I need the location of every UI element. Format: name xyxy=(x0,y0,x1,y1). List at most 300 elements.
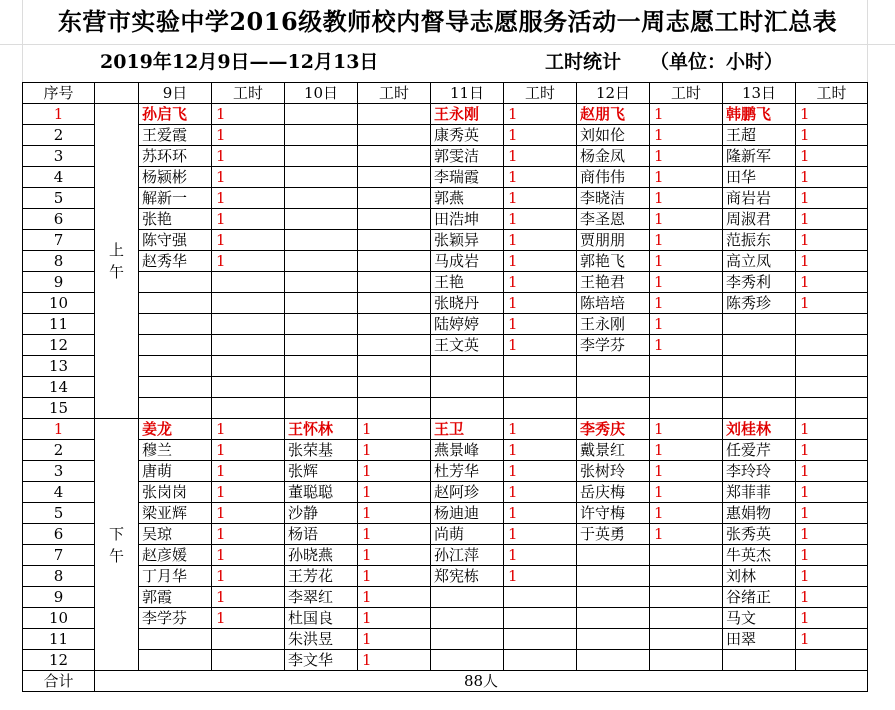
hours-cell[interactable] xyxy=(212,650,285,671)
hours-cell[interactable] xyxy=(212,335,285,356)
teacher-name-cell[interactable]: 马文 xyxy=(723,608,796,629)
hours-cell[interactable] xyxy=(650,608,723,629)
teacher-name-cell[interactable] xyxy=(285,335,358,356)
teacher-name-cell[interactable]: 王芳花 xyxy=(285,566,358,587)
row-seq[interactable]: 10 xyxy=(23,608,95,629)
row-seq[interactable]: 9 xyxy=(23,272,95,293)
hours-cell[interactable]: 1 xyxy=(504,440,577,461)
hours-cell[interactable]: 1 xyxy=(796,461,868,482)
hours-cell[interactable]: 1 xyxy=(504,314,577,335)
hours-cell[interactable]: 1 xyxy=(504,545,577,566)
row-seq[interactable]: 4 xyxy=(23,167,95,188)
hours-cell[interactable]: 1 xyxy=(650,503,723,524)
teacher-name-cell[interactable] xyxy=(723,377,796,398)
row-seq[interactable]: 6 xyxy=(23,524,95,545)
hours-cell[interactable]: 1 xyxy=(212,440,285,461)
header-day-9[interactable]: 9日 xyxy=(139,83,212,104)
row-seq[interactable]: 2 xyxy=(23,125,95,146)
hours-cell[interactable] xyxy=(358,209,431,230)
hours-cell[interactable] xyxy=(358,125,431,146)
hours-cell[interactable]: 1 xyxy=(358,482,431,503)
hours-cell[interactable] xyxy=(504,650,577,671)
teacher-name-cell[interactable] xyxy=(431,377,504,398)
hours-cell[interactable]: 1 xyxy=(796,167,868,188)
teacher-name-cell[interactable] xyxy=(285,251,358,272)
total-label[interactable]: 合计 xyxy=(23,671,95,692)
row-seq[interactable]: 6 xyxy=(23,209,95,230)
teacher-name-cell[interactable] xyxy=(285,209,358,230)
hours-cell[interactable] xyxy=(650,650,723,671)
hours-cell[interactable]: 1 xyxy=(504,251,577,272)
hours-cell[interactable] xyxy=(504,587,577,608)
row-seq[interactable]: 11 xyxy=(23,629,95,650)
hours-cell[interactable]: 1 xyxy=(796,104,868,125)
hours-cell[interactable]: 1 xyxy=(212,251,285,272)
teacher-name-cell[interactable] xyxy=(285,167,358,188)
hours-cell[interactable] xyxy=(650,377,723,398)
teacher-name-cell[interactable]: 刘如伦 xyxy=(577,125,650,146)
teacher-name-cell[interactable] xyxy=(285,293,358,314)
teacher-name-cell[interactable] xyxy=(139,356,212,377)
hours-cell[interactable]: 1 xyxy=(358,461,431,482)
teacher-name-cell[interactable] xyxy=(723,335,796,356)
teacher-name-cell[interactable] xyxy=(723,650,796,671)
teacher-name-cell[interactable]: 郭艳飞 xyxy=(577,251,650,272)
teacher-name-cell[interactable] xyxy=(577,545,650,566)
hours-cell[interactable]: 1 xyxy=(212,503,285,524)
teacher-name-cell[interactable]: 王文英 xyxy=(431,335,504,356)
teacher-name-cell[interactable]: 陈秀珍 xyxy=(723,293,796,314)
teacher-name-cell[interactable]: 董聪聪 xyxy=(285,482,358,503)
teacher-name-cell[interactable]: 杜芳华 xyxy=(431,461,504,482)
hours-cell[interactable]: 1 xyxy=(796,419,868,440)
teacher-name-cell[interactable]: 田浩坤 xyxy=(431,209,504,230)
hours-cell[interactable] xyxy=(650,398,723,419)
hours-cell[interactable]: 1 xyxy=(650,167,723,188)
hours-cell[interactable]: 1 xyxy=(212,188,285,209)
hours-cell[interactable]: 1 xyxy=(212,566,285,587)
row-seq[interactable]: 3 xyxy=(23,461,95,482)
hours-cell[interactable]: 1 xyxy=(796,146,868,167)
hours-cell[interactable]: 1 xyxy=(504,125,577,146)
hours-cell[interactable] xyxy=(504,356,577,377)
teacher-name-cell[interactable] xyxy=(285,377,358,398)
teacher-name-cell[interactable]: 陈培培 xyxy=(577,293,650,314)
teacher-name-cell[interactable]: 张艳 xyxy=(139,209,212,230)
teacher-name-cell[interactable]: 谷绪正 xyxy=(723,587,796,608)
teacher-name-cell[interactable]: 郭燕 xyxy=(431,188,504,209)
hours-cell[interactable] xyxy=(796,650,868,671)
teacher-name-cell[interactable]: 王艳君 xyxy=(577,272,650,293)
teacher-name-cell[interactable]: 任爱芹 xyxy=(723,440,796,461)
teacher-name-cell[interactable] xyxy=(577,377,650,398)
teacher-name-cell[interactable]: 戴景红 xyxy=(577,440,650,461)
teacher-name-cell[interactable]: 杨金凤 xyxy=(577,146,650,167)
hours-cell[interactable]: 1 xyxy=(504,209,577,230)
teacher-name-cell[interactable]: 李学芬 xyxy=(577,335,650,356)
teacher-name-cell[interactable] xyxy=(285,230,358,251)
teacher-name-cell[interactable]: 康秀英 xyxy=(431,125,504,146)
hours-cell[interactable]: 1 xyxy=(504,188,577,209)
teacher-name-cell[interactable]: 朱洪昱 xyxy=(285,629,358,650)
teacher-name-cell[interactable]: 王怀林 xyxy=(285,419,358,440)
hours-cell[interactable] xyxy=(358,167,431,188)
teacher-name-cell[interactable]: 解新一 xyxy=(139,188,212,209)
hours-cell[interactable]: 1 xyxy=(650,440,723,461)
hours-cell[interactable]: 1 xyxy=(796,125,868,146)
teacher-name-cell[interactable] xyxy=(285,125,358,146)
teacher-name-cell[interactable] xyxy=(723,356,796,377)
hours-cell[interactable]: 1 xyxy=(504,104,577,125)
teacher-name-cell[interactable]: 马成岩 xyxy=(431,251,504,272)
hours-cell[interactable]: 1 xyxy=(796,545,868,566)
hours-cell[interactable] xyxy=(358,230,431,251)
teacher-name-cell[interactable] xyxy=(285,188,358,209)
hours-cell[interactable]: 1 xyxy=(796,524,868,545)
hours-cell[interactable]: 1 xyxy=(796,440,868,461)
hours-cell[interactable] xyxy=(358,314,431,335)
teacher-name-cell[interactable] xyxy=(577,356,650,377)
teacher-name-cell[interactable]: 尚萌 xyxy=(431,524,504,545)
hours-cell[interactable]: 1 xyxy=(796,587,868,608)
teacher-name-cell[interactable]: 王永刚 xyxy=(577,314,650,335)
teacher-name-cell[interactable] xyxy=(431,398,504,419)
row-seq[interactable]: 1 xyxy=(23,104,95,125)
hours-cell[interactable]: 1 xyxy=(358,629,431,650)
teacher-name-cell[interactable]: 李秀庆 xyxy=(577,419,650,440)
teacher-name-cell[interactable]: 张树玲 xyxy=(577,461,650,482)
teacher-name-cell[interactable]: 田华 xyxy=(723,167,796,188)
hours-cell[interactable]: 1 xyxy=(212,230,285,251)
hours-cell[interactable] xyxy=(650,545,723,566)
hours-cell[interactable] xyxy=(358,398,431,419)
row-seq[interactable]: 9 xyxy=(23,587,95,608)
row-seq[interactable]: 7 xyxy=(23,545,95,566)
hours-cell[interactable]: 1 xyxy=(796,503,868,524)
teacher-name-cell[interactable]: 田翠 xyxy=(723,629,796,650)
teacher-name-cell[interactable]: 于英勇 xyxy=(577,524,650,545)
hours-cell[interactable] xyxy=(796,356,868,377)
teacher-name-cell[interactable]: 赵朋飞 xyxy=(577,104,650,125)
teacher-name-cell[interactable]: 孙江萍 xyxy=(431,545,504,566)
teacher-name-cell[interactable]: 陆婷婷 xyxy=(431,314,504,335)
header-period[interactable] xyxy=(95,83,139,104)
teacher-name-cell[interactable]: 张颖异 xyxy=(431,230,504,251)
row-seq[interactable]: 13 xyxy=(23,356,95,377)
teacher-name-cell[interactable] xyxy=(285,398,358,419)
row-seq[interactable]: 7 xyxy=(23,230,95,251)
teacher-name-cell[interactable] xyxy=(139,314,212,335)
hours-cell[interactable]: 1 xyxy=(212,125,285,146)
hours-cell[interactable]: 1 xyxy=(504,566,577,587)
hours-cell[interactable] xyxy=(358,293,431,314)
teacher-name-cell[interactable]: 王超 xyxy=(723,125,796,146)
hours-cell[interactable]: 1 xyxy=(504,293,577,314)
teacher-name-cell[interactable]: 贾朋朋 xyxy=(577,230,650,251)
row-seq[interactable]: 8 xyxy=(23,566,95,587)
teacher-name-cell[interactable]: 岳庆梅 xyxy=(577,482,650,503)
hours-cell[interactable] xyxy=(504,377,577,398)
hours-cell[interactable]: 1 xyxy=(504,230,577,251)
header-hours[interactable]: 工时 xyxy=(358,83,431,104)
teacher-name-cell[interactable]: 王爱霞 xyxy=(139,125,212,146)
header-hours[interactable]: 工时 xyxy=(212,83,285,104)
hours-cell[interactable]: 1 xyxy=(796,629,868,650)
hours-cell[interactable]: 1 xyxy=(650,188,723,209)
hours-cell[interactable]: 1 xyxy=(504,419,577,440)
teacher-name-cell[interactable] xyxy=(577,566,650,587)
row-seq[interactable]: 1 xyxy=(23,419,95,440)
hours-cell[interactable]: 1 xyxy=(504,146,577,167)
teacher-name-cell[interactable]: 赵秀华 xyxy=(139,251,212,272)
hours-cell[interactable] xyxy=(504,608,577,629)
hours-cell[interactable] xyxy=(650,566,723,587)
teacher-name-cell[interactable]: 韩鹏飞 xyxy=(723,104,796,125)
hours-cell[interactable]: 1 xyxy=(650,146,723,167)
teacher-name-cell[interactable]: 牛英杰 xyxy=(723,545,796,566)
hours-cell[interactable] xyxy=(212,629,285,650)
teacher-name-cell[interactable]: 王永刚 xyxy=(431,104,504,125)
teacher-name-cell[interactable]: 丁月华 xyxy=(139,566,212,587)
teacher-name-cell[interactable]: 姜龙 xyxy=(139,419,212,440)
hours-cell[interactable]: 1 xyxy=(796,272,868,293)
hours-cell[interactable]: 1 xyxy=(504,482,577,503)
hours-cell[interactable]: 1 xyxy=(212,587,285,608)
teacher-name-cell[interactable]: 郑菲菲 xyxy=(723,482,796,503)
teacher-name-cell[interactable]: 惠娟物 xyxy=(723,503,796,524)
row-seq[interactable]: 12 xyxy=(23,335,95,356)
teacher-name-cell[interactable] xyxy=(431,356,504,377)
hours-cell[interactable]: 1 xyxy=(650,209,723,230)
teacher-name-cell[interactable] xyxy=(431,587,504,608)
header-day-13[interactable]: 13日 xyxy=(723,83,796,104)
teacher-name-cell[interactable]: 张岗岗 xyxy=(139,482,212,503)
hours-cell[interactable]: 1 xyxy=(358,524,431,545)
teacher-name-cell[interactable]: 李翠红 xyxy=(285,587,358,608)
hours-cell[interactable] xyxy=(358,356,431,377)
hours-cell[interactable]: 1 xyxy=(212,482,285,503)
row-seq[interactable]: 10 xyxy=(23,293,95,314)
teacher-name-cell[interactable]: 商岩岩 xyxy=(723,188,796,209)
hours-cell[interactable] xyxy=(358,335,431,356)
hours-cell[interactable]: 1 xyxy=(212,545,285,566)
hours-cell[interactable]: 1 xyxy=(358,545,431,566)
teacher-name-cell[interactable] xyxy=(285,314,358,335)
hours-cell[interactable]: 1 xyxy=(504,524,577,545)
teacher-name-cell[interactable] xyxy=(577,629,650,650)
hours-cell[interactable] xyxy=(212,356,285,377)
hours-cell[interactable]: 1 xyxy=(212,524,285,545)
teacher-name-cell[interactable]: 杨颍彬 xyxy=(139,167,212,188)
teacher-name-cell[interactable] xyxy=(431,608,504,629)
teacher-name-cell[interactable]: 苏环环 xyxy=(139,146,212,167)
teacher-name-cell[interactable]: 李晓洁 xyxy=(577,188,650,209)
teacher-name-cell[interactable]: 梁亚辉 xyxy=(139,503,212,524)
hours-cell[interactable]: 1 xyxy=(650,461,723,482)
teacher-name-cell[interactable]: 张荣基 xyxy=(285,440,358,461)
teacher-name-cell[interactable]: 吴琼 xyxy=(139,524,212,545)
teacher-name-cell[interactable]: 王艳 xyxy=(431,272,504,293)
hours-cell[interactable]: 1 xyxy=(504,167,577,188)
hours-cell[interactable]: 1 xyxy=(212,209,285,230)
teacher-name-cell[interactable]: 孙启飞 xyxy=(139,104,212,125)
teacher-name-cell[interactable]: 郭霞 xyxy=(139,587,212,608)
teacher-name-cell[interactable]: 隆新军 xyxy=(723,146,796,167)
hours-cell[interactable] xyxy=(358,251,431,272)
teacher-name-cell[interactable]: 周淑君 xyxy=(723,209,796,230)
hours-cell[interactable]: 1 xyxy=(650,524,723,545)
hours-cell[interactable]: 1 xyxy=(504,503,577,524)
teacher-name-cell[interactable]: 郑宪栋 xyxy=(431,566,504,587)
teacher-name-cell[interactable] xyxy=(139,272,212,293)
hours-cell[interactable] xyxy=(504,398,577,419)
hours-cell[interactable] xyxy=(358,188,431,209)
hours-cell[interactable]: 1 xyxy=(796,251,868,272)
header-hours[interactable]: 工时 xyxy=(504,83,577,104)
hours-cell[interactable]: 1 xyxy=(650,230,723,251)
teacher-name-cell[interactable] xyxy=(139,650,212,671)
hours-cell[interactable] xyxy=(212,377,285,398)
hours-cell[interactable]: 1 xyxy=(504,335,577,356)
hours-cell[interactable] xyxy=(358,377,431,398)
hours-cell[interactable]: 1 xyxy=(796,230,868,251)
teacher-name-cell[interactable]: 孙晓燕 xyxy=(285,545,358,566)
teacher-name-cell[interactable] xyxy=(139,398,212,419)
hours-cell[interactable]: 1 xyxy=(358,650,431,671)
hours-cell[interactable] xyxy=(212,398,285,419)
hours-cell[interactable]: 1 xyxy=(796,566,868,587)
teacher-name-cell[interactable]: 张辉 xyxy=(285,461,358,482)
teacher-name-cell[interactable]: 高立凤 xyxy=(723,251,796,272)
teacher-name-cell[interactable]: 刘林 xyxy=(723,566,796,587)
teacher-name-cell[interactable] xyxy=(431,650,504,671)
teacher-name-cell[interactable] xyxy=(285,356,358,377)
hours-cell[interactable] xyxy=(650,356,723,377)
header-seq[interactable]: 序号 xyxy=(23,83,95,104)
hours-cell[interactable]: 1 xyxy=(796,482,868,503)
teacher-name-cell[interactable]: 李秀利 xyxy=(723,272,796,293)
row-seq[interactable]: 3 xyxy=(23,146,95,167)
hours-cell[interactable] xyxy=(796,377,868,398)
hours-cell[interactable]: 1 xyxy=(796,608,868,629)
header-day-11[interactable]: 11日 xyxy=(431,83,504,104)
hours-cell[interactable]: 1 xyxy=(212,608,285,629)
teacher-name-cell[interactable] xyxy=(577,650,650,671)
teacher-name-cell[interactable]: 唐萌 xyxy=(139,461,212,482)
hours-cell[interactable]: 1 xyxy=(650,272,723,293)
teacher-name-cell[interactable]: 穆兰 xyxy=(139,440,212,461)
teacher-name-cell[interactable] xyxy=(139,293,212,314)
hours-cell[interactable]: 1 xyxy=(212,419,285,440)
hours-cell[interactable] xyxy=(796,314,868,335)
hours-cell[interactable]: 1 xyxy=(358,587,431,608)
hours-cell[interactable]: 1 xyxy=(650,419,723,440)
teacher-name-cell[interactable]: 赵彦媛 xyxy=(139,545,212,566)
teacher-name-cell[interactable] xyxy=(577,398,650,419)
hours-cell[interactable]: 1 xyxy=(796,209,868,230)
teacher-name-cell[interactable]: 陈守强 xyxy=(139,230,212,251)
teacher-name-cell[interactable]: 郭雯洁 xyxy=(431,146,504,167)
row-seq[interactable]: 2 xyxy=(23,440,95,461)
teacher-name-cell[interactable]: 杨迪迪 xyxy=(431,503,504,524)
teacher-name-cell[interactable]: 李学芬 xyxy=(139,608,212,629)
header-day-10[interactable]: 10日 xyxy=(285,83,358,104)
teacher-name-cell[interactable]: 李瑞霞 xyxy=(431,167,504,188)
header-day-12[interactable]: 12日 xyxy=(577,83,650,104)
hours-cell[interactable] xyxy=(650,629,723,650)
teacher-name-cell[interactable]: 沙静 xyxy=(285,503,358,524)
teacher-name-cell[interactable]: 李玲玲 xyxy=(723,461,796,482)
hours-cell[interactable] xyxy=(212,272,285,293)
hours-cell[interactable]: 1 xyxy=(358,503,431,524)
teacher-name-cell[interactable]: 商伟伟 xyxy=(577,167,650,188)
hours-cell[interactable] xyxy=(212,293,285,314)
teacher-name-cell[interactable] xyxy=(285,104,358,125)
row-seq[interactable]: 12 xyxy=(23,650,95,671)
hours-cell[interactable] xyxy=(358,272,431,293)
total-value[interactable]: 88人 xyxy=(95,671,868,692)
hours-cell[interactable] xyxy=(358,146,431,167)
teacher-name-cell[interactable]: 李文华 xyxy=(285,650,358,671)
hours-cell[interactable]: 1 xyxy=(796,293,868,314)
period-afternoon[interactable]: 下 午 xyxy=(95,419,139,671)
hours-cell[interactable]: 1 xyxy=(358,566,431,587)
hours-cell[interactable] xyxy=(212,314,285,335)
row-seq[interactable]: 4 xyxy=(23,482,95,503)
hours-cell[interactable]: 1 xyxy=(358,608,431,629)
teacher-name-cell[interactable] xyxy=(577,608,650,629)
hours-cell[interactable]: 1 xyxy=(650,293,723,314)
hours-cell[interactable]: 1 xyxy=(650,335,723,356)
row-seq[interactable]: 15 xyxy=(23,398,95,419)
hours-cell[interactable]: 1 xyxy=(358,419,431,440)
teacher-name-cell[interactable] xyxy=(723,398,796,419)
hours-cell[interactable]: 1 xyxy=(504,461,577,482)
hours-cell[interactable] xyxy=(504,629,577,650)
teacher-name-cell[interactable] xyxy=(139,335,212,356)
hours-cell[interactable] xyxy=(358,104,431,125)
teacher-name-cell[interactable]: 范振东 xyxy=(723,230,796,251)
teacher-name-cell[interactable]: 燕景峰 xyxy=(431,440,504,461)
teacher-name-cell[interactable] xyxy=(285,272,358,293)
teacher-name-cell[interactable]: 刘桂林 xyxy=(723,419,796,440)
row-seq[interactable]: 11 xyxy=(23,314,95,335)
teacher-name-cell[interactable]: 张晓丹 xyxy=(431,293,504,314)
teacher-name-cell[interactable]: 王卫 xyxy=(431,419,504,440)
period-morning[interactable]: 上 午 xyxy=(95,104,139,419)
hours-cell[interactable]: 1 xyxy=(212,104,285,125)
hours-cell[interactable]: 1 xyxy=(650,314,723,335)
row-seq[interactable]: 14 xyxy=(23,377,95,398)
teacher-name-cell[interactable]: 赵阿珍 xyxy=(431,482,504,503)
hours-cell[interactable] xyxy=(650,587,723,608)
teacher-name-cell[interactable]: 李圣恩 xyxy=(577,209,650,230)
hours-cell[interactable]: 1 xyxy=(212,167,285,188)
hours-cell[interactable]: 1 xyxy=(650,125,723,146)
teacher-name-cell[interactable]: 许守梅 xyxy=(577,503,650,524)
teacher-name-cell[interactable]: 杜国良 xyxy=(285,608,358,629)
header-hours[interactable]: 工时 xyxy=(650,83,723,104)
hours-cell[interactable] xyxy=(796,398,868,419)
hours-cell[interactable]: 1 xyxy=(796,188,868,209)
row-seq[interactable]: 5 xyxy=(23,188,95,209)
teacher-name-cell[interactable] xyxy=(431,629,504,650)
teacher-name-cell[interactable] xyxy=(139,629,212,650)
hours-cell[interactable]: 1 xyxy=(650,104,723,125)
row-seq[interactable]: 5 xyxy=(23,503,95,524)
teacher-name-cell[interactable] xyxy=(723,314,796,335)
teacher-name-cell[interactable]: 杨语 xyxy=(285,524,358,545)
